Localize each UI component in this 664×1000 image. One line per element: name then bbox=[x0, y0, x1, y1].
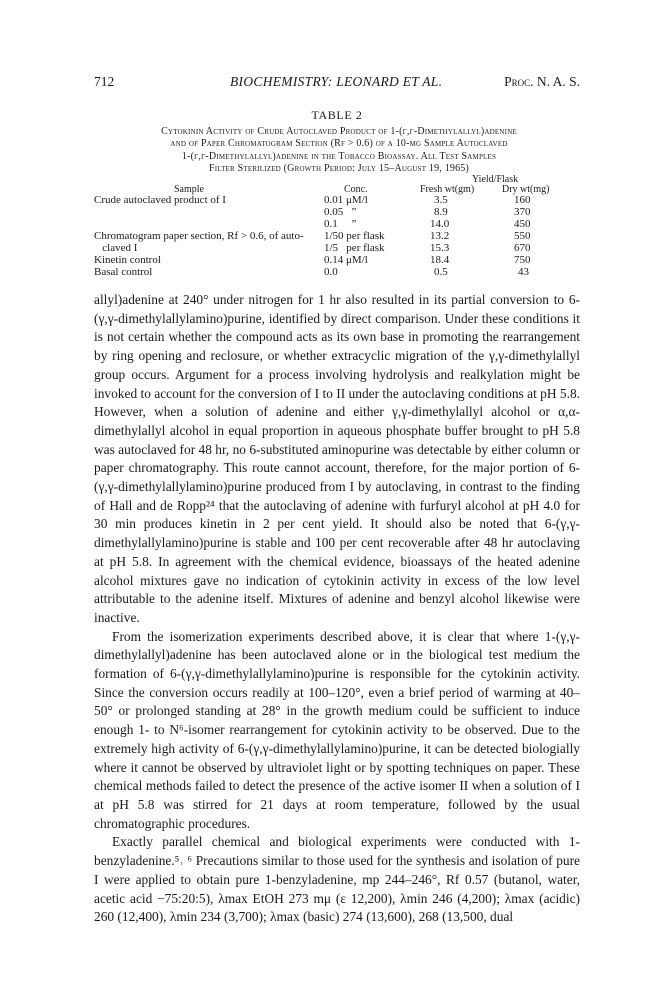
journal-running-title: BIOCHEMISTRY: LEONARD ET AL. bbox=[230, 74, 443, 89]
cell-dry-wt: 750 bbox=[514, 254, 531, 266]
cell-sample: Basal control bbox=[94, 266, 153, 278]
table-caption bbox=[104, 126, 574, 175]
paragraph: allyl)adenine at 240° under nitrogen for 1 hr also resulted in its partial conversion to 6-(γ,γ-dimethylallylamino)purine, identified by direct comparison. Under these conditions it is not certain whether the compound acts as its own base in promoting the rearrangement by ring opening and reclosure, or whether extracyclic migration of the γ,γ-dimethylallyl group occurs. Argument for a process involving hydrolysis and realkylation might be invoked to account for the conversion of I to II under the autoclaving conditions at pH 5.8. However, when a solution of adenine and either γ,γ-dimethylallyl alcohol or α,α-dimethylallyl alcohol in equal proportion in aqueous phosphate buffer brought to pH 5.8 was autoclaved for 48 hr, no 6-substituted aminopurine was detectable by either column or paper chromatography. This route cannot account, therefore, for the major portion of 6-(γ,γ-dimethylallylamino)purine produced from I by autoclaving, in contrast to the finding of Hall and de Ropp²⁴ that the autoclaving of adenine with furfuryl alcohol at pH 4.0 for 30 min produces kinetin in 2 per cent yield. It should also be noted that 6-(γ,γ-dimethylallylamino)purine is stable and 100 per cent recoverable after 48 hr autoclaving at pH 5.8. In agreement with the chemical evidence, bioassays of the heated adenine alcohol mixtures gave no indication of cytokinin activity in excess of the low level attributable to the adenine itself. Mixtures of adenine and benzyl alcohol likewise were inactive. bbox=[94, 292, 580, 625]
data-table bbox=[94, 174, 580, 278]
cell-sample: claved I bbox=[94, 242, 138, 254]
cell-sample: Chromatogram paper section, Rf > 0.6, of auto- bbox=[94, 230, 304, 242]
paragraph: Exactly parallel chemical and biological experiments were conducted with 1-benzyladenine.⁵˒ ⁶ Precautions similar to those used for the synthesis and isolation of pure I were applied to obtain pure 1-benzyladenine, mp 244–246°, Rf 0.57 (butanol, water, acetic acid −75:20:5), λmax EtOH 273 mμ (ε 12,200), λmin 246 (4,200); λmax (acidic) 260 (12,400), λmin 234 (3,700); λmax (basic) 274 (13,600), 268 (13,500, dual bbox=[94, 834, 580, 925]
cell-fresh-wt: 15.3 bbox=[430, 242, 450, 254]
body-text bbox=[94, 291, 580, 927]
cell-sample: Kinetin control bbox=[94, 254, 161, 266]
cell-fresh-wt: 13.2 bbox=[430, 230, 450, 242]
cell-dry-wt: 550 bbox=[514, 230, 531, 242]
cell-dry-wt: 43 bbox=[518, 266, 529, 278]
running-header bbox=[94, 74, 580, 94]
caption-line: Filter Sterilized (Growth Period: July 15–August 19, 1965) bbox=[208, 162, 470, 174]
cell-sample: Crude autoclaved product of I bbox=[94, 194, 226, 206]
cell-conc: 0.01 μM/l bbox=[324, 194, 368, 206]
column-header-fresh-wt: Fresh wt(gm) bbox=[420, 184, 475, 195]
cell-fresh-wt: 14.0 bbox=[430, 218, 450, 230]
caption-line: Cytokinin Activity of Crude Autoclaved Product of 1-(γ,γ-Dimethylallyl)adenine bbox=[161, 126, 517, 137]
column-header-sample: Sample bbox=[174, 184, 204, 195]
journal-abbreviation: Proc. N. A. S. bbox=[504, 74, 580, 89]
cell-dry-wt: 160 bbox=[514, 194, 531, 206]
cell-dry-wt: 450 bbox=[514, 218, 531, 230]
cell-dry-wt: 370 bbox=[514, 206, 531, 218]
paragraph: From the isomerization experiments described above, it is clear that where 1-(γ,γ-dimethylallyl)adenine has been autoclaved alone or in the biological test medium the formation of 6-(γ,γ-dimethylallylamino)purine is responsible for the cytokinin activity. Since the conversion occurs readily at 100–120°, even a brief period of warming at 40–50° or prolonged standing at 28° in the growth medium could be sufficient to induce enough 1- to N⁶-isomer rearrangement for cytokinin activity to be observed. Due to the extremely high activity of 6-(γ,γ-dimethylallylamino)purine, it can be detected biologially where it cannot be observed by ultraviolet light or by spotting techniques on paper. These chemical methods failed to detect the presence of the active isomer II when a solution of I at pH 5.8 was stirred for 21 days at room temperature, followed by the usual chromatographic procedures. bbox=[94, 628, 580, 831]
cell-conc: 1/5 per flask bbox=[324, 242, 385, 254]
column-header-conc: Conc. bbox=[344, 184, 368, 195]
cell-fresh-wt: 18.4 bbox=[430, 254, 450, 266]
column-header-dry-wt: Dry wt(mg) bbox=[502, 184, 550, 195]
cell-fresh-wt: 8.9 bbox=[434, 206, 448, 218]
cell-conc: 0.14 μM/l bbox=[324, 254, 368, 266]
group-header: Yield/Flask bbox=[472, 174, 519, 185]
cell-conc: 0.05 ” bbox=[324, 206, 357, 218]
table-title: TABLE 2 bbox=[311, 108, 363, 122]
cell-conc: 0.0 bbox=[324, 266, 338, 278]
caption-line: and of Paper Chromatogram Section (Rf > 0.6) of a 10-mg Sample Autoclaved bbox=[170, 138, 508, 150]
cell-fresh-wt: 0.5 bbox=[434, 266, 448, 278]
cell-conc: 0.1 ” bbox=[324, 218, 357, 230]
caption-line: 1-(γ,γ-Dimethylallyl)adenine in the Tobacco Bioassay. All Test Samples bbox=[181, 150, 497, 162]
cell-fresh-wt: 3.5 bbox=[434, 194, 448, 206]
page-number: 712 bbox=[94, 74, 115, 89]
cell-dry-wt: 670 bbox=[514, 242, 531, 254]
cell-conc: 1/50 per flask bbox=[324, 230, 385, 242]
